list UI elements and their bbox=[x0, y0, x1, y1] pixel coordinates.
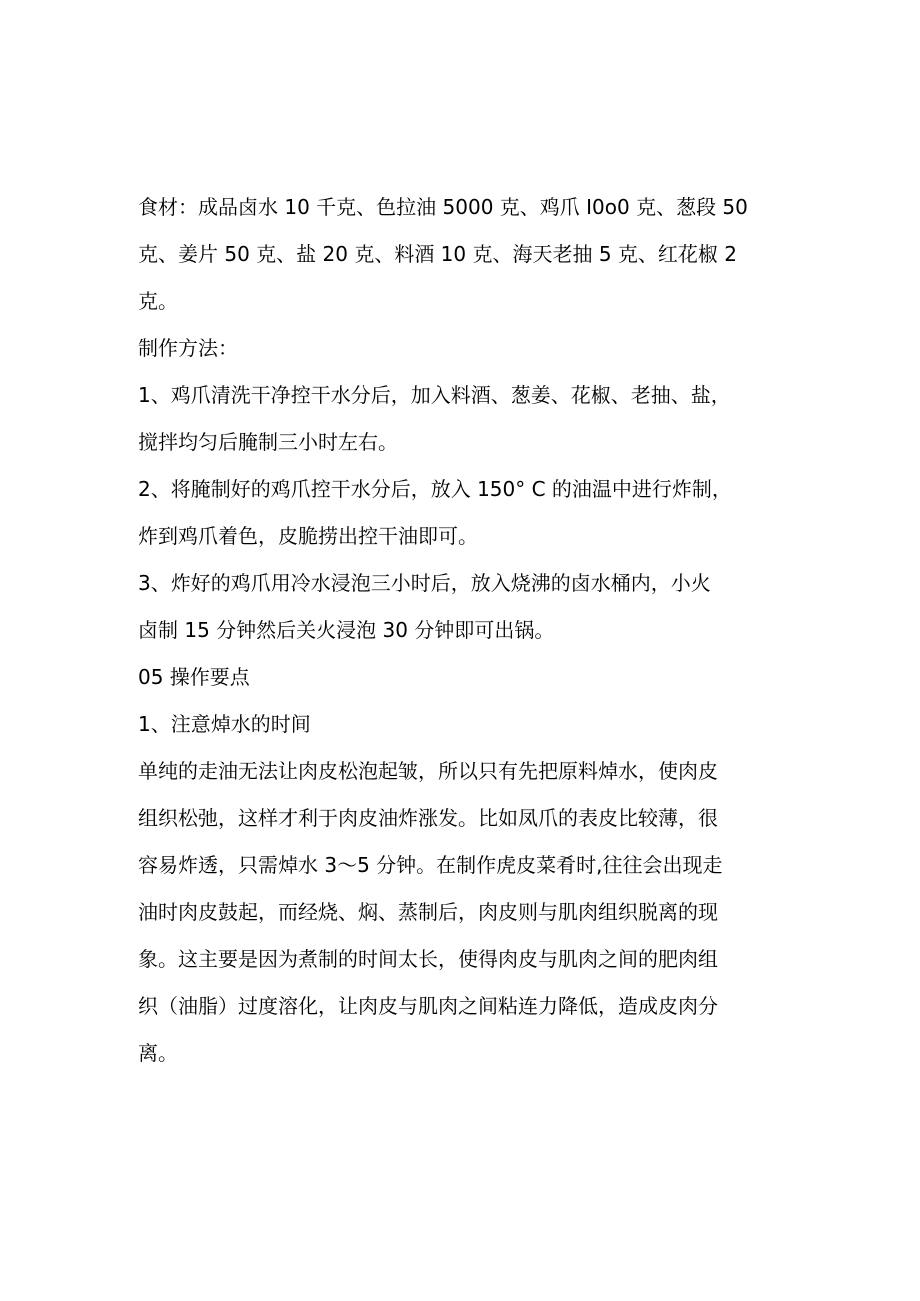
ingredients-line-1: 食材：成品卤水 10 千克、色拉油 5000 克、鸡爪 I0o0 克、葱段 50 bbox=[138, 195, 748, 219]
subheading-blanching-time: 1、注意焯水的时间 bbox=[138, 712, 311, 736]
paragraph-line-5: 象。这主要是因为煮制的时间太长，使得肉皮与肌肉之间的肥肉组 bbox=[138, 947, 718, 971]
paragraph-line-4: 油时肉皮鼓起，而经烧、焖、蒸制后，肉皮则与肌肉组织脱离的现 bbox=[138, 900, 718, 924]
step-3-line-2: 卤制 15 分钟然后关火浸泡 30 分钟即可出锅。 bbox=[138, 618, 555, 642]
step-3-line-1: 3、炸好的鸡爪用冷水浸泡三小时后，放入烧沸的卤水桶内，小火 bbox=[138, 571, 711, 595]
document-body bbox=[138, 184, 778, 1077]
ingredients-line-3: 克。 bbox=[138, 289, 178, 313]
paragraph-line-6: 织（油脂）过度溶化，让肉皮与肌肉之间粘连力降低，造成皮肉分 bbox=[138, 994, 718, 1018]
paragraph-line-7: 离。 bbox=[138, 1041, 178, 1065]
paragraph-line-1: 单纯的走油无法让肉皮松泡起皱，所以只有先把原料焯水，使肉皮 bbox=[138, 759, 718, 783]
ingredients-line-2: 克、姜片 50 克、盐 20 克、料酒 10 克、海天老抽 5 克、红花椒 2 bbox=[138, 242, 738, 266]
step-2-line-2: 炸到鸡爪着色，皮脆捞出控干油即可。 bbox=[138, 524, 478, 548]
step-1-line-1: 1、鸡爪清洗干净控干水分后，加入料酒、葱姜、花椒、老抽、盐， bbox=[138, 383, 731, 407]
paragraph-line-2: 组织松弛，这样才利于肉皮油炸涨发。比如凤爪的表皮比较薄，很 bbox=[138, 806, 718, 830]
paragraph-line-3: 容易炸透，只需焯水 3～5 分钟。在制作虎皮菜肴时,往往会出现走 bbox=[138, 853, 723, 877]
section-heading-05: 05 操作要点 bbox=[138, 665, 250, 689]
method-heading: 制作方法： bbox=[138, 336, 238, 360]
step-2-line-1: 2、将腌制好的鸡爪控干水分后，放入 150° C 的油温中进行炸制， bbox=[138, 477, 732, 501]
step-1-line-2: 搅拌均匀后腌制三小时左右。 bbox=[138, 430, 398, 454]
